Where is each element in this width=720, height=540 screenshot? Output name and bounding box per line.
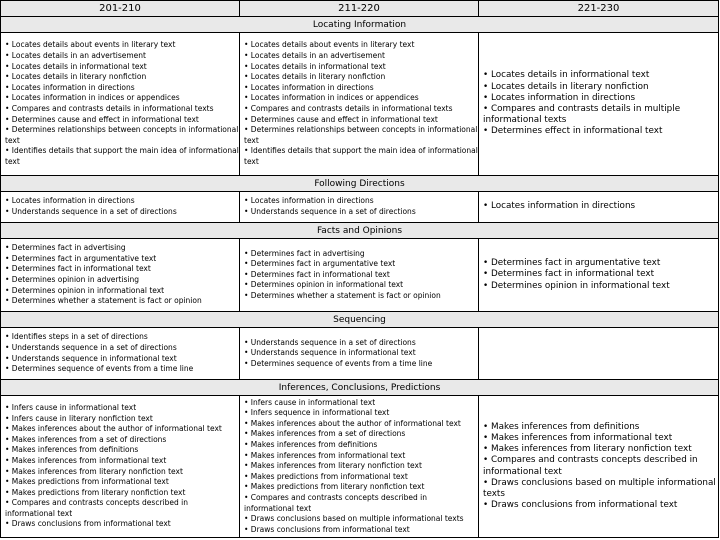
section-title: Facts and Opinions [1, 223, 719, 239]
bullet-item: • Locates details in an advertisement [244, 51, 385, 61]
cell-211-220 [240, 239, 479, 312]
bullet-item: • Determines whether a statement is fact or opinion [5, 296, 202, 306]
cell-201-210 [1, 328, 240, 380]
bullet-item: • Understands sequence in informational text [5, 353, 177, 363]
bullet-item: • Locates details in informational text [5, 61, 147, 71]
bullet-item: • Locates information in directions [5, 82, 135, 92]
bullet-item: • Understands sequence in a set of directions [244, 337, 416, 347]
content-row [1, 192, 719, 223]
bullet-item: • Determines cause and effect in informational text [5, 114, 199, 124]
cell-221-230 [479, 396, 719, 538]
bullet-item: • Locates details in literary nonfiction [483, 81, 649, 92]
bullet-item: • Draws conclusions based on multiple informational texts [244, 514, 464, 524]
cell-221-230 [479, 328, 719, 380]
bullet-item: • Makes predictions from informational text [244, 471, 408, 481]
bullet-item: • Compares and contrasts concepts described in informational text [483, 455, 701, 477]
bullet-item: • Makes inferences from informational text [244, 450, 406, 460]
section-row-locating-information [1, 17, 719, 33]
content-row [1, 396, 719, 538]
cell-201-210 [1, 192, 240, 223]
bullet-item: • Infers cause in informational text [5, 402, 137, 412]
section-title: Locating Information [1, 17, 719, 33]
bullet-item: • Makes inferences from a set of directions [5, 434, 167, 444]
bullet-item: • Determines relationships between concepts in informational text [5, 125, 241, 145]
bullet-item: • Locates details about events in literary text [5, 40, 176, 50]
bullet-item: • Identifies details that support the main idea of informational text [244, 146, 481, 166]
bullet-item: • Locates information in directions [244, 82, 374, 92]
bullet-item: • Determines effect in informational text [483, 126, 663, 137]
bullet-item: • Makes inferences from literary nonfiction text [5, 466, 183, 476]
bullet-item: • Determines whether a statement is fact or opinion [244, 290, 441, 300]
bullet-item: • Determines fact in informational text [5, 264, 151, 274]
bullet-item: • Makes inferences from definitions [244, 440, 378, 450]
bullet-item: • Makes inferences from definitions [5, 445, 139, 455]
bullet-item: • Infers cause in informational text [244, 397, 376, 407]
bullet-item: • Locates details in informational text [244, 61, 386, 71]
cell-201-210 [1, 33, 240, 176]
bullet-item: • Makes inferences about the author of informational text [244, 418, 461, 428]
cell-221-230 [479, 192, 719, 223]
bullet-item: • Locates information in directions [483, 201, 636, 212]
bullet-item: • Locates details about events in literary text [244, 40, 415, 50]
bullet-item: • Locates details in informational text [483, 70, 650, 81]
bullet-item: • Identifies details that support the main idea of informational text [5, 146, 242, 166]
bullet-item: • Infers sequence in informational text [244, 408, 390, 418]
bullet-item: • Determines fact in argumentative text [483, 258, 661, 269]
bullet-item: • Determines opinion in informational text [483, 280, 670, 291]
cell-211-220 [240, 396, 479, 538]
bullet-item: • Makes inferences from informational text [483, 432, 673, 443]
bullet-item: • Draws conclusions from informational text [483, 500, 678, 511]
bullet-item: • Determines fact in advertising [5, 243, 126, 253]
cell-201-210 [1, 396, 240, 538]
header-201-210: 201-210 [1, 1, 240, 17]
content-row [1, 239, 719, 312]
header-row [1, 1, 719, 17]
bullet-item: • Infers cause in literary nonfiction text [5, 413, 153, 423]
bullet-item: • Determines cause and effect in informational text [244, 114, 438, 124]
bullet-item: • Makes inferences from literary nonfiction text [244, 461, 422, 471]
cell-221-230 [479, 239, 719, 312]
bullet-item: • Compares and contrasts details in informational texts [5, 104, 214, 113]
bullet-item: • Determines opinion in informational text [244, 280, 404, 290]
bullet-item: • Determines sequence of events from a time line [5, 364, 194, 374]
bullet-item: • Determines fact in informational text [483, 269, 655, 280]
bullet-item: • Understands sequence in a set of directions [244, 207, 416, 216]
bullet-item: • Locates information in directions [244, 196, 374, 206]
section-row-facts-and-opinions [1, 223, 719, 239]
bullet-item: • Draws conclusions from informational text [5, 519, 171, 529]
cell-211-220 [240, 33, 479, 176]
bullet-item: • Locates information in directions [483, 92, 636, 103]
bullet-item: • Determines relationships between concepts in informational text [244, 125, 480, 145]
bullet-item: • Understands sequence in a set of directions [5, 207, 177, 216]
header-221-230: 221-230 [479, 1, 719, 17]
section-row-following-directions [1, 176, 719, 192]
bullet-item: • Determines sequence of events from a time line [244, 358, 433, 368]
cell-211-220 [240, 328, 479, 380]
bullet-item: • Draws conclusions from informational text [244, 524, 410, 534]
bullet-item: • Understands sequence in informational text [244, 348, 416, 358]
bullet-item: • Determines fact in argumentative text [5, 253, 157, 263]
cell-201-210 [1, 239, 240, 312]
section-title: Inferences, Conclusions, Predictions [1, 380, 719, 396]
bullet-item: • Identifies steps in a set of directions [5, 332, 148, 342]
bullet-item: • Makes inferences from a set of directions [244, 429, 406, 439]
section-row-inferences [1, 380, 719, 396]
bullet-item: • Compares and contrasts concepts described in informational text [244, 492, 430, 513]
bullet-item: • Determines fact in advertising [244, 248, 365, 258]
bullet-item: • Determines fact in argumentative text [244, 259, 396, 269]
content-row [1, 33, 719, 176]
section-title: Sequencing [1, 312, 719, 328]
cell-221-230 [479, 33, 719, 176]
bullet-item: • Locates details in an advertisement [5, 51, 146, 61]
bullet-item: • Makes inferences from literary nonfiction text [483, 444, 692, 455]
bullet-item: • Makes inferences about the author of informational text [5, 424, 222, 434]
bullet-item: • Locates details in literary nonfiction [5, 72, 147, 82]
bullet-item: • Locates information in indices or appendices [244, 93, 419, 103]
bullet-item: • Draws conclusions based on multiple informational texts [483, 477, 719, 499]
bullet-item: • Makes inferences from definitions [483, 421, 640, 432]
bullet-item: • Compares and contrasts concepts described in informational text [5, 498, 191, 518]
bullet-item: • Locates information in directions [5, 196, 135, 206]
content-row [1, 328, 719, 380]
section-title: Following Directions [1, 176, 719, 192]
bullet-item: • Determines opinion in informational text [5, 285, 165, 295]
bullet-item: • Locates information in indices or appendices [5, 93, 180, 103]
cell-211-220 [240, 192, 479, 223]
bullet-item: • Makes predictions from literary nonfiction text [244, 482, 425, 492]
bullet-item: • Makes predictions from informational text [5, 477, 169, 487]
bullet-item: • Makes predictions from literary nonfiction text [5, 487, 186, 497]
bullet-item: • Determines fact in informational text [244, 269, 390, 279]
bullet-item: • Understands sequence in a set of directions [5, 342, 177, 352]
bullet-item: • Compares and contrasts details in multiple informational texts [483, 104, 683, 126]
bullet-item: • Compares and contrasts details in informational texts [244, 104, 453, 113]
section-row-sequencing [1, 312, 719, 328]
bullet-item: • Determines opinion in advertising [5, 275, 139, 284]
header-211-220: 211-220 [240, 1, 479, 17]
bullet-item: • Makes inferences from informational text [5, 455, 167, 465]
bullet-item: • Locates details in literary nonfiction [244, 72, 386, 82]
